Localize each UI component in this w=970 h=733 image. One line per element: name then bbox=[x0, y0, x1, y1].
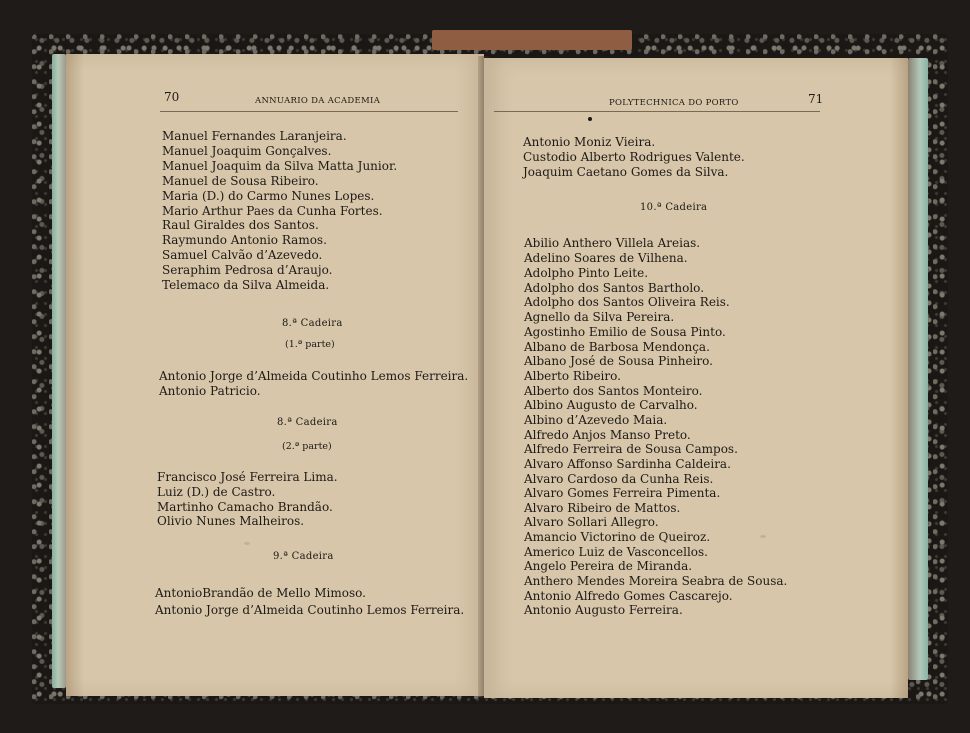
left-entry-3: Manuel Joaquim da Silva Matta Junior. bbox=[162, 159, 398, 173]
left-entry-2: Manuel Joaquim Gonçalves. bbox=[162, 144, 332, 158]
section-10-entry-2: Adelino Soares de Vilhena. bbox=[524, 251, 688, 265]
section-10-entry-20: Alvaro Sollari Allegro. bbox=[524, 515, 659, 529]
section-10-entry-8: Albano de Barbosa Mendonça. bbox=[524, 340, 710, 354]
section-8-part-2-entry-3: Martinho Camacho Brandão. bbox=[157, 500, 333, 514]
right-page bbox=[484, 58, 908, 698]
section-10-entry-22: Americo Luiz de Vasconcellos. bbox=[524, 545, 708, 559]
section-9-entry-2: Antonio Jorge d’Almeida Coutinho Lemos Ferreira. bbox=[155, 603, 465, 617]
left-page-header: ANNUARIO DA ACADEMIA bbox=[255, 96, 381, 106]
section-10-entry-16: Alvaro Affonso Sardinha Caldeira. bbox=[524, 457, 731, 471]
section-10-entry-23: Angelo Pereira de Miranda. bbox=[524, 559, 693, 573]
section-10-entry-4: Adolpho dos Santos Bartholo. bbox=[524, 281, 705, 295]
section-10-entry-1: Abilio Anthero Villela Areias. bbox=[524, 236, 701, 250]
left-entry-4: Manuel de Sousa Ribeiro. bbox=[162, 174, 319, 188]
left-page-edge bbox=[52, 54, 66, 688]
section-10-entry-21: Amancio Victorino de Queiroz. bbox=[524, 530, 711, 544]
section-8-part-1-entry-2: Antonio Patricio. bbox=[159, 384, 261, 398]
right-page-shadow bbox=[890, 58, 908, 698]
section-9-heading: 9.ª Cadeira bbox=[273, 551, 334, 562]
section-10-entry-24: Anthero Mendes Moreira Seabra de Sousa. bbox=[524, 574, 788, 588]
section-10-entry-18: Alvaro Gomes Ferreira Pimenta. bbox=[524, 486, 721, 500]
section-10-heading: 10.ª Cadeira bbox=[640, 202, 708, 213]
section-8-part-2-entry-2: Luiz (D.) de Castro. bbox=[157, 485, 276, 499]
section-8-part-1-entry-1: Antonio Jorge d’Almeida Coutinho Lemos Ferreira. bbox=[159, 369, 469, 383]
section-10-entry-11: Alberto dos Santos Monteiro. bbox=[524, 384, 703, 398]
left-entry-1: Manuel Fernandes Laranjeira. bbox=[162, 129, 347, 143]
page-smudge-right bbox=[760, 535, 766, 538]
section-10-entry-13: Albino d’Azevedo Maia. bbox=[524, 413, 668, 427]
section-10-entry-10: Alberto Ribeiro. bbox=[524, 369, 621, 383]
right-page-number: 71 bbox=[808, 92, 824, 106]
left-entry-6: Mario Arthur Paes da Cunha Fortes. bbox=[162, 204, 383, 218]
left-page-number: 70 bbox=[164, 90, 180, 104]
right-entry-2: Custodio Alberto Rodrigues Valente. bbox=[523, 150, 745, 164]
section-8-part-2-entry-1: Francisco José Ferreira Lima. bbox=[157, 470, 338, 484]
left-page-shadow bbox=[66, 54, 84, 696]
section-10-entry-19: Alvaro Ribeiro de Mattos. bbox=[524, 501, 681, 515]
left-entry-8: Raymundo Antonio Ramos. bbox=[162, 233, 327, 247]
section-10-entry-14: Alfredo Anjos Manso Preto. bbox=[524, 428, 691, 442]
section-10-entry-9: Albano José de Sousa Pinheiro. bbox=[524, 354, 713, 368]
right-entry-1: Antonio Moniz Vieira. bbox=[523, 135, 656, 149]
section-10-entry-25: Antonio Alfredo Gomes Cascarejo. bbox=[524, 589, 733, 603]
right-entry-3: Joaquim Caetano Gomes da Silva. bbox=[523, 165, 729, 179]
left-entry-10: Seraphim Pedrosa d’Araujo. bbox=[162, 263, 333, 277]
section-9-entry-1: AntonioBrandão de Mello Mimoso. bbox=[155, 586, 366, 600]
left-entry-9: Samuel Calvão d’Azevedo. bbox=[162, 248, 323, 262]
left-page-rule bbox=[160, 111, 458, 112]
section-10-entry-6: Agnello da Silva Pereira. bbox=[524, 310, 675, 324]
section-10-entry-3: Adolpho Pinto Leite. bbox=[524, 266, 649, 280]
ink-dot bbox=[588, 117, 592, 121]
section-10-entry-15: Alfredo Ferreira de Sousa Campos. bbox=[524, 442, 738, 456]
section-10-entry-5: Adolpho dos Santos Oliveira Reis. bbox=[524, 295, 730, 309]
left-entry-7: Raul Giraldes dos Santos. bbox=[162, 218, 319, 232]
section-10-entry-17: Alvaro Cardoso da Cunha Reis. bbox=[524, 472, 714, 486]
section-8-part-1-heading: 8.ª Cadeira bbox=[282, 318, 343, 329]
right-page-rule bbox=[494, 111, 820, 112]
section-8-part-2-heading: 8.ª Cadeira bbox=[277, 417, 338, 428]
section-10-entry-12: Albino Augusto de Carvalho. bbox=[524, 398, 698, 412]
left-entry-5: Maria (D.) do Carmo Nunes Lopes. bbox=[162, 189, 375, 203]
left-entry-11: Telemaco da Silva Almeida. bbox=[162, 278, 330, 292]
page-smudge bbox=[244, 542, 250, 545]
right-page-edge bbox=[908, 58, 928, 680]
left-page bbox=[66, 54, 484, 696]
section-10-entry-7: Agostinho Emilio de Sousa Pinto. bbox=[524, 325, 726, 339]
section-8-part-1-subheading: (1.ª parte) bbox=[285, 339, 335, 350]
section-8-part-2-subheading: (2.ª parte) bbox=[282, 441, 332, 452]
section-8-part-2-entry-4: Olivio Nunes Malheiros. bbox=[157, 514, 305, 528]
section-10-entry-26: Antonio Augusto Ferreira. bbox=[524, 603, 683, 617]
right-page-header: POLYTECHNICA DO PORTO bbox=[609, 98, 739, 108]
